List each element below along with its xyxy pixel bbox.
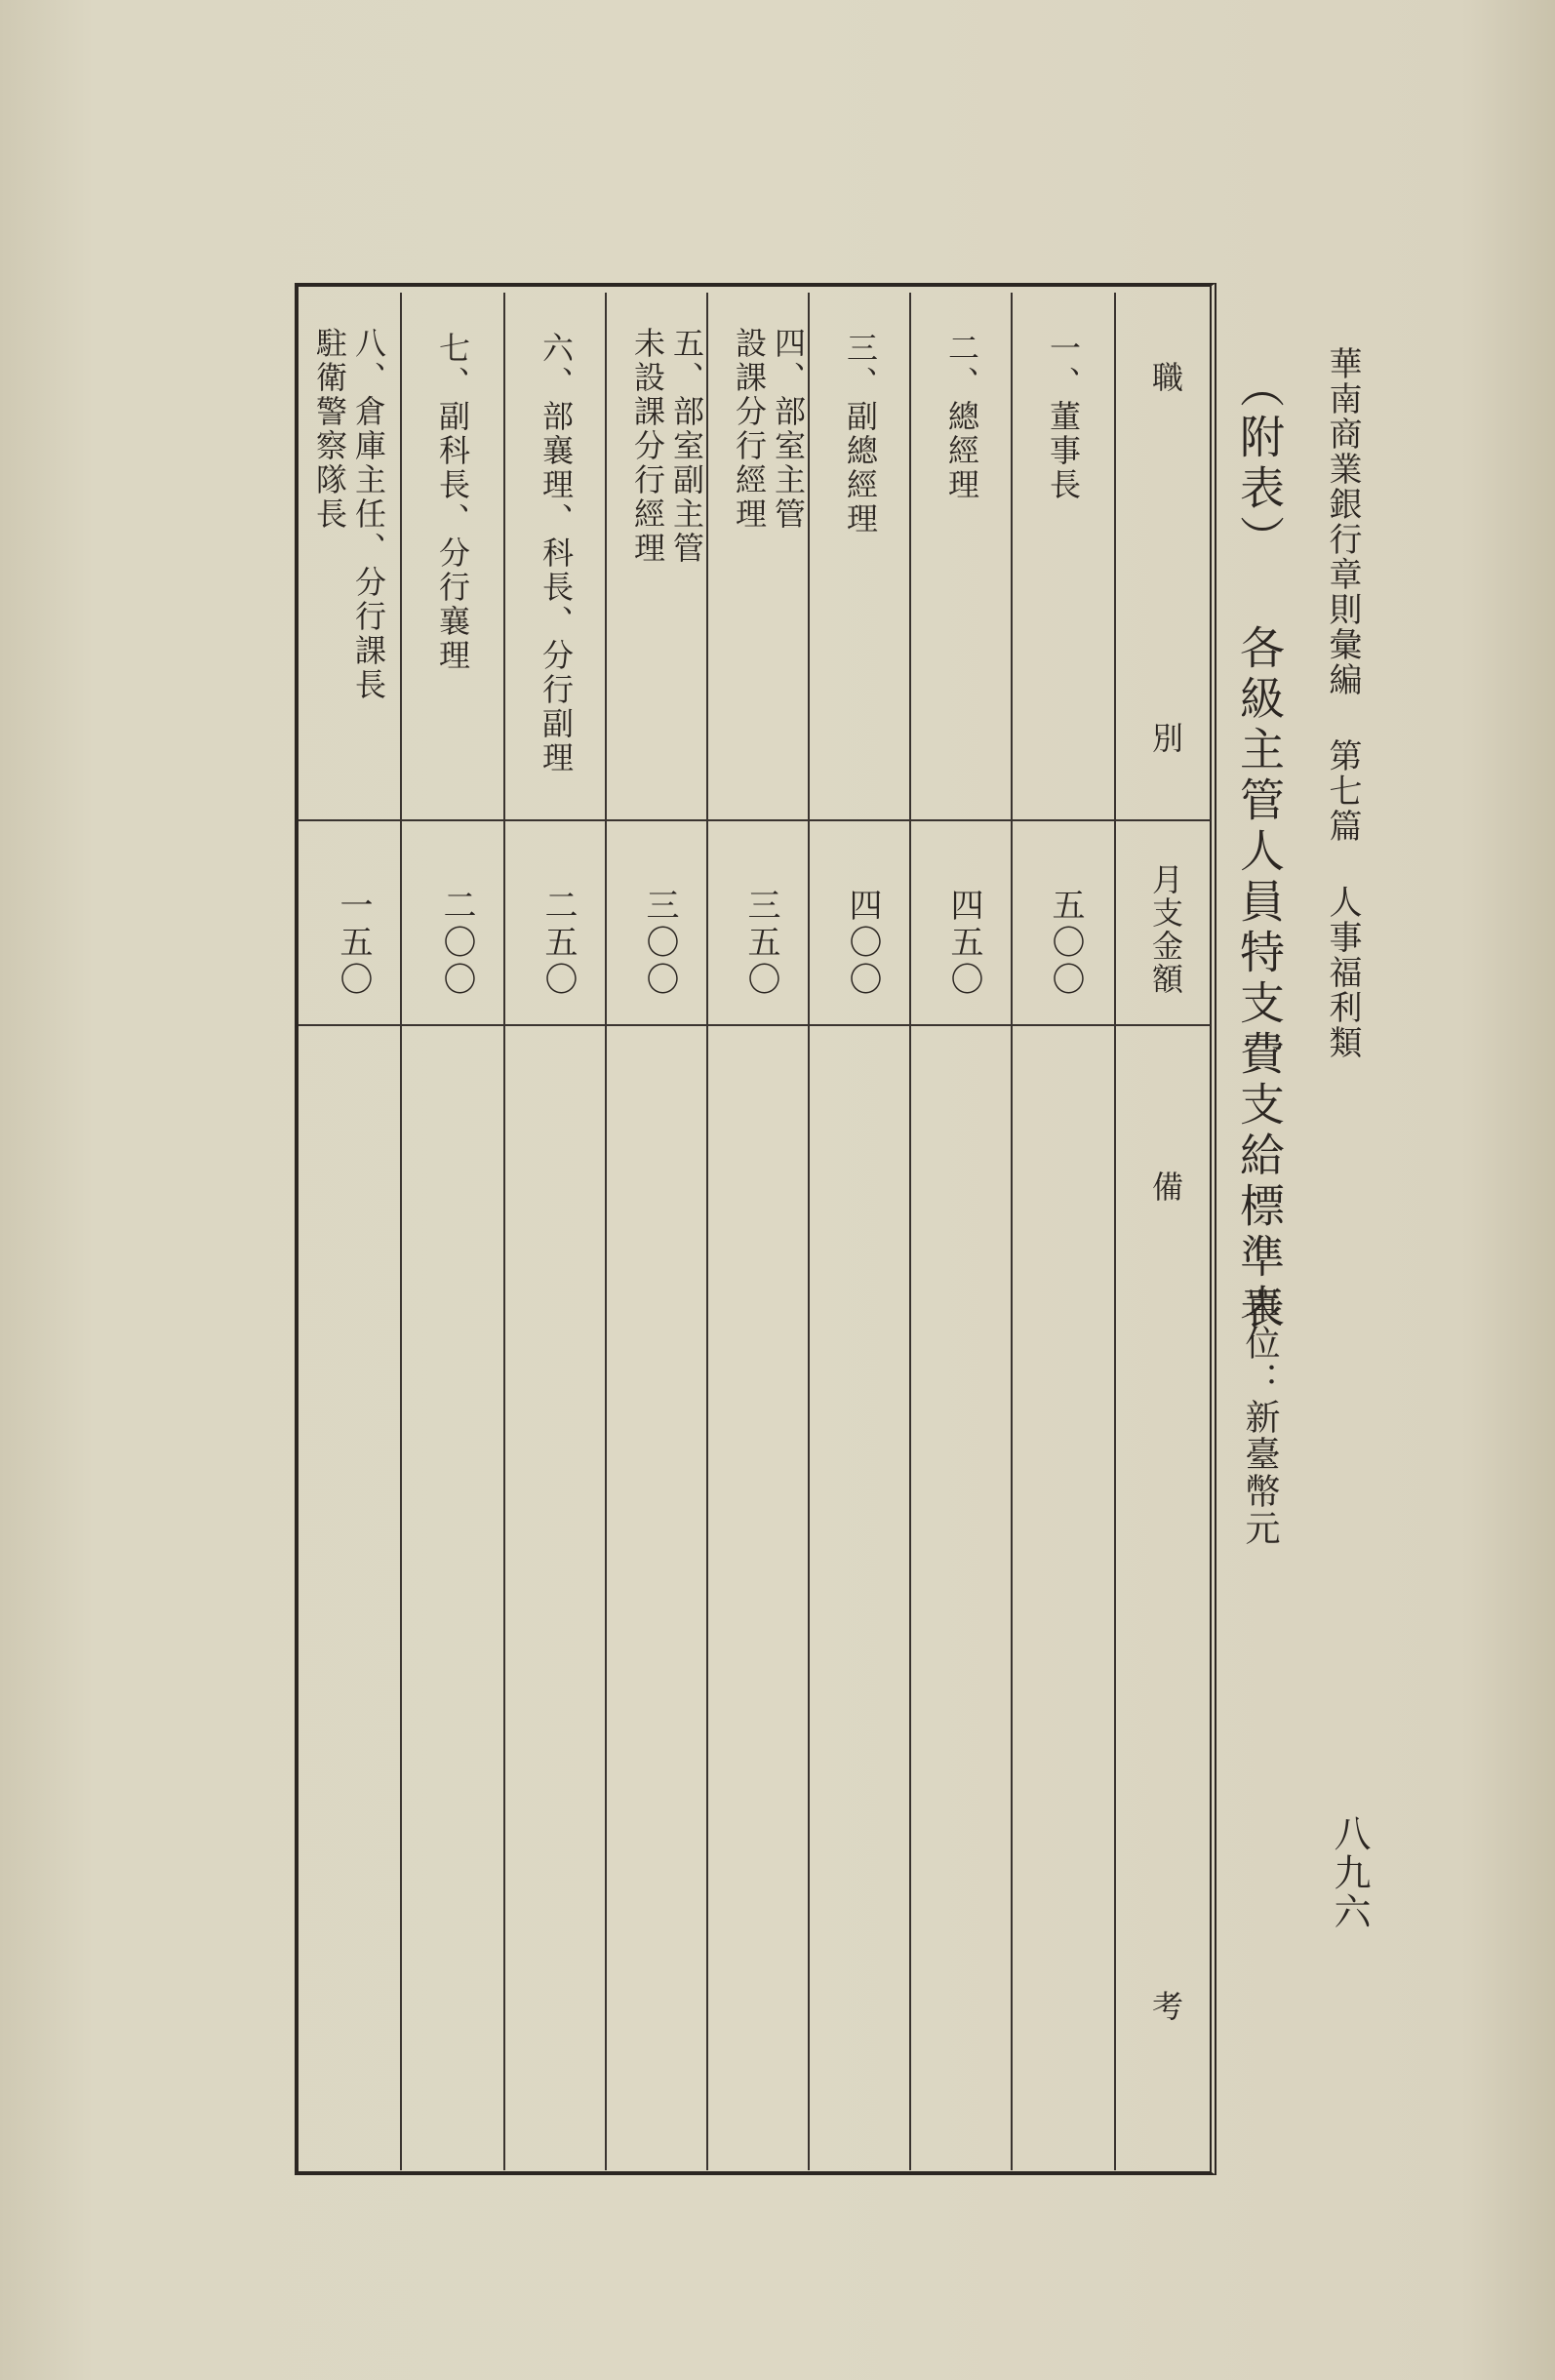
divider-4	[706, 293, 708, 2170]
header-amount: 月支金額	[1147, 863, 1184, 996]
row-8-position: 八、倉庫主任、分行課長 駐衛警察隊長	[311, 327, 387, 702]
row-1-position: 一、董事長	[1045, 332, 1082, 502]
row-7-position: 七、副科長、分行襄理	[434, 332, 471, 673]
divider-6	[503, 293, 505, 2170]
divider-header	[1114, 293, 1116, 2170]
row-1-amount: 五〇〇	[1046, 888, 1085, 999]
row-6-position: 六、部襄理、科長、分行副理	[538, 332, 575, 775]
row-2-position: 二、總經理	[943, 332, 980, 502]
page-number: 八九六	[1328, 1814, 1371, 1931]
row-3-amount: 四〇〇	[843, 888, 882, 999]
header-position-2: 別	[1147, 722, 1184, 755]
divider-5	[605, 293, 607, 2170]
separator-position-amount	[299, 819, 1211, 821]
running-head: 華南商業銀行章則彙編 第七篇 人事福利類	[1323, 346, 1362, 1060]
row-5-position: 五、部室副主管 未設課分行經理	[629, 327, 705, 566]
row-8-amount: 一五〇	[334, 888, 373, 999]
row-2-amount: 四五〇	[944, 888, 983, 999]
table-title: ︵附表︶ 各級主管人員特支費支給標準表	[1233, 363, 1286, 1334]
row-3-position: 三、副總經理	[842, 332, 879, 536]
divider-1	[1011, 293, 1013, 2170]
row-6-amount: 二五〇	[538, 888, 578, 999]
divider-7	[400, 293, 402, 2170]
row-4-position: 四、部室主管 設課分行經理	[731, 327, 807, 532]
row-7-amount: 二〇〇	[437, 888, 476, 999]
header-position-1: 職	[1147, 361, 1184, 394]
header-remarks-2: 考	[1147, 1990, 1184, 2023]
separator-amount-remarks	[299, 1024, 1211, 1026]
row-4-amount: 三五〇	[741, 888, 780, 999]
unit-note: 單位：新臺幣元	[1240, 1288, 1280, 1547]
divider-2	[909, 293, 911, 2170]
divider-3	[808, 293, 810, 2170]
header-remarks-1: 備	[1147, 1170, 1184, 1204]
row-5-amount: 三〇〇	[640, 888, 679, 999]
